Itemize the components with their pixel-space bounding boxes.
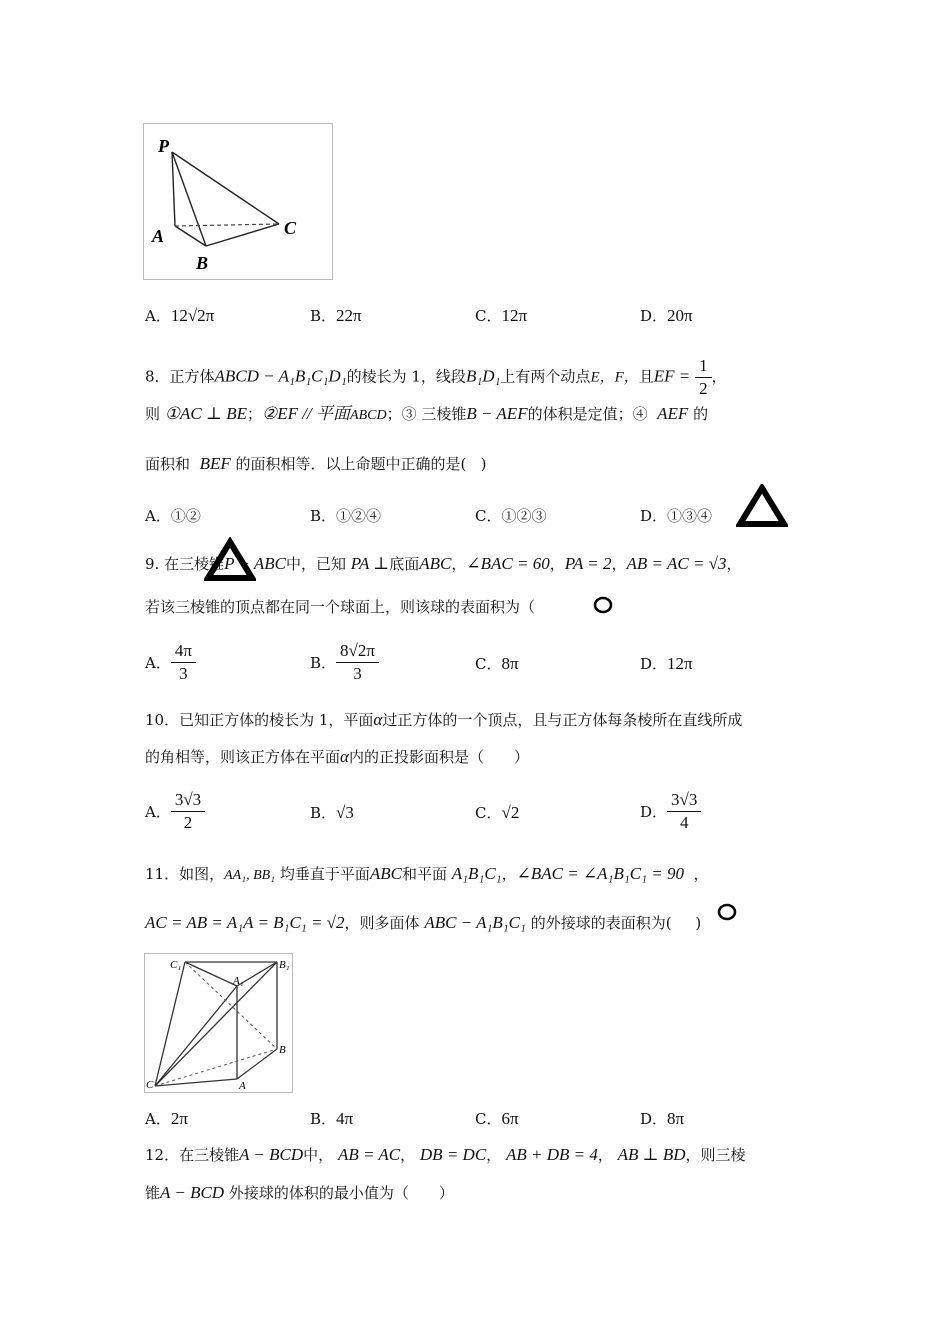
q10-option-b[interactable]: B．√3 — [310, 803, 354, 822]
label-c: C — [146, 1079, 154, 1091]
polyhedron-diagram — [145, 954, 292, 1092]
label-a: A — [152, 226, 165, 246]
q11-option-b[interactable]: B．4π — [310, 1109, 354, 1128]
q8-option-d[interactable]: D．①③④ — [640, 507, 713, 525]
q7-option-d[interactable]: D．20π — [640, 306, 693, 325]
q12-line-2: 锥A − BCD 外接球的体积的最小值为（ ） — [145, 1183, 454, 1202]
label-c1: C₁ — [170, 959, 182, 971]
label-b: B — [279, 1044, 286, 1056]
circle-icon — [592, 595, 614, 615]
q9-option-c[interactable]: C．8π — [475, 654, 519, 673]
q10-option-c[interactable]: C．√2 — [475, 803, 520, 822]
q8-fraction: $\frac{1}{2}$ — [695, 355, 712, 400]
label-b: B — [196, 253, 209, 273]
q8-line-3: 面积和 BEF 的面积相等．以上命题中正确的是( ) — [145, 454, 487, 473]
q9-line-2: 若该三棱锥的顶点都在同一个球面上，则该球的表面积为（ — [145, 598, 536, 616]
triangle-icon — [204, 537, 256, 583]
q8-option-a[interactable]: A．①② — [145, 507, 201, 525]
label-b1: B₁ — [279, 959, 290, 971]
triangle-icon — [736, 484, 788, 528]
q11-option-d[interactable]: D．8π — [640, 1109, 685, 1128]
q10-line-1: 10．已知正方体的棱长为 1，平面α过正方体的一个顶点，且与正方体每条棱所在直线所成 — [145, 710, 743, 729]
q11-option-c[interactable]: C．6π — [475, 1109, 519, 1128]
circle-icon — [716, 902, 738, 922]
q8-line-2: 则 ①AC ⊥ BE；②EF // 平面ABCD；③ 三棱锥B − AEF的体积是定值；④ AEF 的 — [145, 404, 709, 423]
label-a: A — [239, 1080, 246, 1092]
q9-option-b[interactable]: B． $\frac{8√2\pi}{3}$ — [310, 640, 379, 685]
label-c: C — [284, 218, 297, 238]
q7-option-c[interactable]: C．12π — [475, 306, 528, 325]
q10-option-a[interactable]: A． $\frac{3√3}{2}$ — [145, 789, 205, 834]
q8-option-c[interactable]: C．①②③ — [475, 507, 547, 525]
q12-line-1: 12．在三棱锥A − BCD中， AB = AC， DB = DC， AB + DB = 4， AB ⊥ BD，则三棱 — [145, 1145, 746, 1164]
label-p: P — [158, 136, 169, 156]
q7-option-b[interactable]: B．22π — [310, 306, 362, 325]
figure-pyramid-pabc — [143, 123, 333, 280]
q11-line-2: AC = AB = A₁A = B₁C₁ = √2，则多面体 ABC − A₁B₁C₁ 的外接球的表面积为( ) — [145, 913, 702, 932]
q8-line-1: 8．正方体ABCD − A₁B₁C₁D₁的棱长为 1，线段B₁D₁上有两个动点E，F，且EF = $\frac{1}{2}$ ， — [145, 356, 727, 398]
q9-option-a[interactable]: A． $\frac{4\pi}{3}$ — [145, 640, 196, 685]
q10-option-d[interactable]: D． $\frac{3√3}{4}$ — [640, 789, 701, 834]
q9-line-1: 9. 在三棱锥P − ABC中，已知 PA ⊥底面ABC，∠BAC = 60，PA = 2，AB = AC = √3， — [145, 554, 742, 573]
q11-line-1: 11．如图，AA₁, BB₁ 均垂直于平面ABC和平面 A₁B₁C₁，∠BAC = ∠A₁B₁C₁ = 90 ， — [145, 864, 709, 883]
q9-option-d[interactable]: D．12π — [640, 654, 693, 673]
q8-option-b[interactable]: B．①②④ — [310, 507, 382, 525]
q11-option-a[interactable]: A．2π — [145, 1109, 188, 1128]
pyramid-diagram — [144, 124, 332, 279]
q7-option-a[interactable]: A．12√2π — [145, 306, 215, 325]
label-a1: A₁ — [233, 975, 244, 987]
q10-line-2: 的角相等，则该正方体在平面α内的正投影面积是（ ） — [145, 747, 529, 766]
figure-polyhedron — [144, 953, 293, 1093]
